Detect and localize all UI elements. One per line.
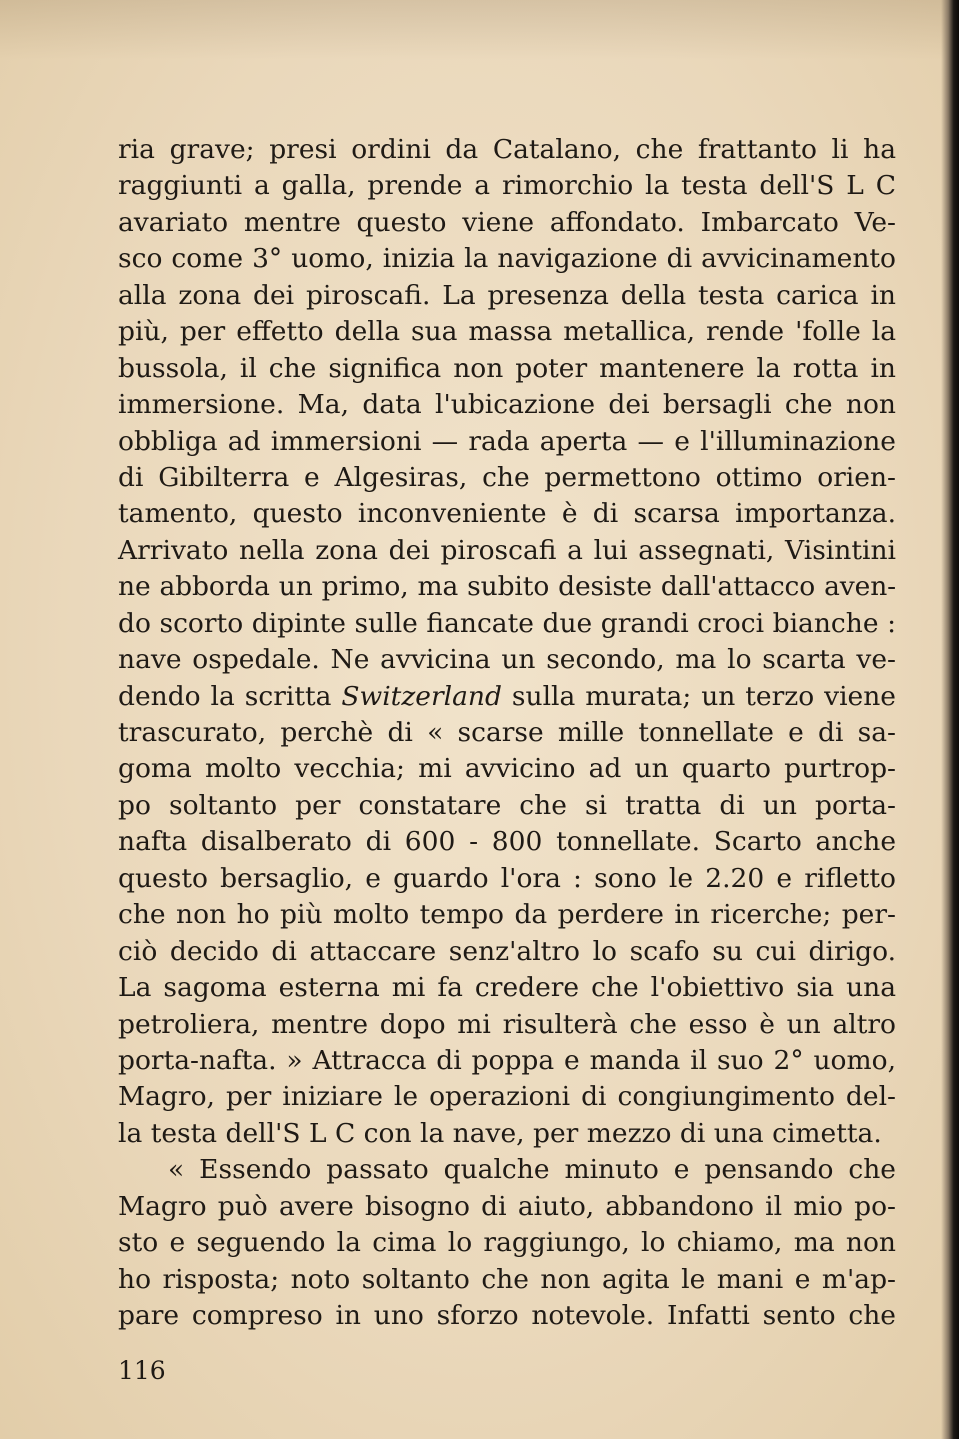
- text-line: sco come 3° uomo, inizia la navigazione di avvicinamento: [118, 243, 896, 275]
- text-line: nafta disalberato di 600 - 800 tonnellate. Scarto anche: [118, 826, 896, 858]
- text-line: petroliera, mentre dopo mi risulterà che esso è un altro: [118, 1008, 896, 1040]
- text-line: La sagoma esterna mi fa credere che l'obiettivo sia una: [118, 972, 896, 1004]
- italic-title: Switzerland: [341, 680, 502, 712]
- text-line: do scorto dipinte sulle fiancate due grandi croci bianche :: [118, 607, 896, 639]
- text-segment: sulla murata; un terzo viene: [501, 680, 896, 712]
- text-line: bussola, il che significa non poter mantenere la rotta in: [118, 352, 896, 384]
- text-segment: dendo la scritta: [118, 680, 342, 712]
- text-line: pare compreso in uno sforzo notevole. Infatti sento che: [118, 1300, 896, 1331]
- page-edge: [941, 0, 959, 1439]
- text-line: di Gibilterra e Algesiras, che permettono ottimo orien-: [118, 461, 896, 493]
- text-line: questo bersaglio, e guardo l'ora : sono le 2.20 e rifletto: [118, 862, 896, 894]
- page-shadow: [0, 0, 959, 60]
- text-line: « Essendo passato qualche minuto e pensando che: [168, 1154, 896, 1186]
- text-line: ria grave; presi ordini da Catalano, che frattanto li ha: [118, 134, 896, 165]
- body-text: [118, 132, 896, 1334]
- text-line: ne abborda un primo, ma subito desiste dall'attacco aven-: [118, 571, 896, 603]
- text-line: po soltanto per constatare che si tratta di un porta-: [118, 789, 896, 821]
- text-line: porta-nafta. » Attracca di poppa e manda il suo 2° uomo,: [118, 1044, 896, 1076]
- page-number: 116: [118, 1356, 166, 1385]
- text-line: Magro, per iniziare le operazioni di congiungimento del-: [118, 1081, 896, 1113]
- text-line: Magro può avere bisogno di aiuto, abbandono il mio po-: [118, 1190, 896, 1222]
- text-line: avariato mentre questo viene affondato. Imbarcato Ve-: [118, 206, 896, 238]
- text-line: che non ho più molto tempo da perdere in ricerche; per-: [118, 899, 896, 931]
- text-line: tamento, questo inconveniente è di scarsa importanza.: [118, 498, 896, 530]
- text-line: goma molto vecchia; mi avvicino ad un quarto purtrop-: [118, 753, 896, 785]
- text-line: ho risposta; noto soltanto che non agita le mani e m'ap-: [118, 1263, 896, 1295]
- text-line: raggiunti a galla, prende a rimorchio la testa dell'S L C: [118, 170, 896, 202]
- text-line: ciò decido di attaccare senz'altro lo scafo su cui dirigo.: [118, 935, 896, 967]
- text-line: la testa dell'S L C con la nave, per mezzo di una cimetta.: [118, 1117, 882, 1149]
- text-line: sto e seguendo la cima lo raggiungo, lo chiamo, ma non: [118, 1227, 896, 1259]
- text-line: trascurato, perchè di « scarse mille tonnellate e di sa-: [118, 717, 896, 748]
- text-line: [118, 679, 896, 715]
- text-line: Arrivato nella zona dei piroscafi a lui assegnati, Visintini: [118, 534, 896, 566]
- text-line: alla zona dei piroscafi. La presenza della testa carica in: [118, 279, 896, 311]
- text-line: nave ospedale. Ne avvicina un secondo, ma lo scarta ve-: [118, 644, 896, 676]
- text-line: immersione. Ma, data l'ubicazione dei bersagli che non: [118, 389, 896, 421]
- text-line: più, per effetto della sua massa metallica, rende 'folle la: [118, 316, 896, 348]
- text-line: obbliga ad immersioni — rada aperta — e l'illuminazione: [118, 425, 896, 457]
